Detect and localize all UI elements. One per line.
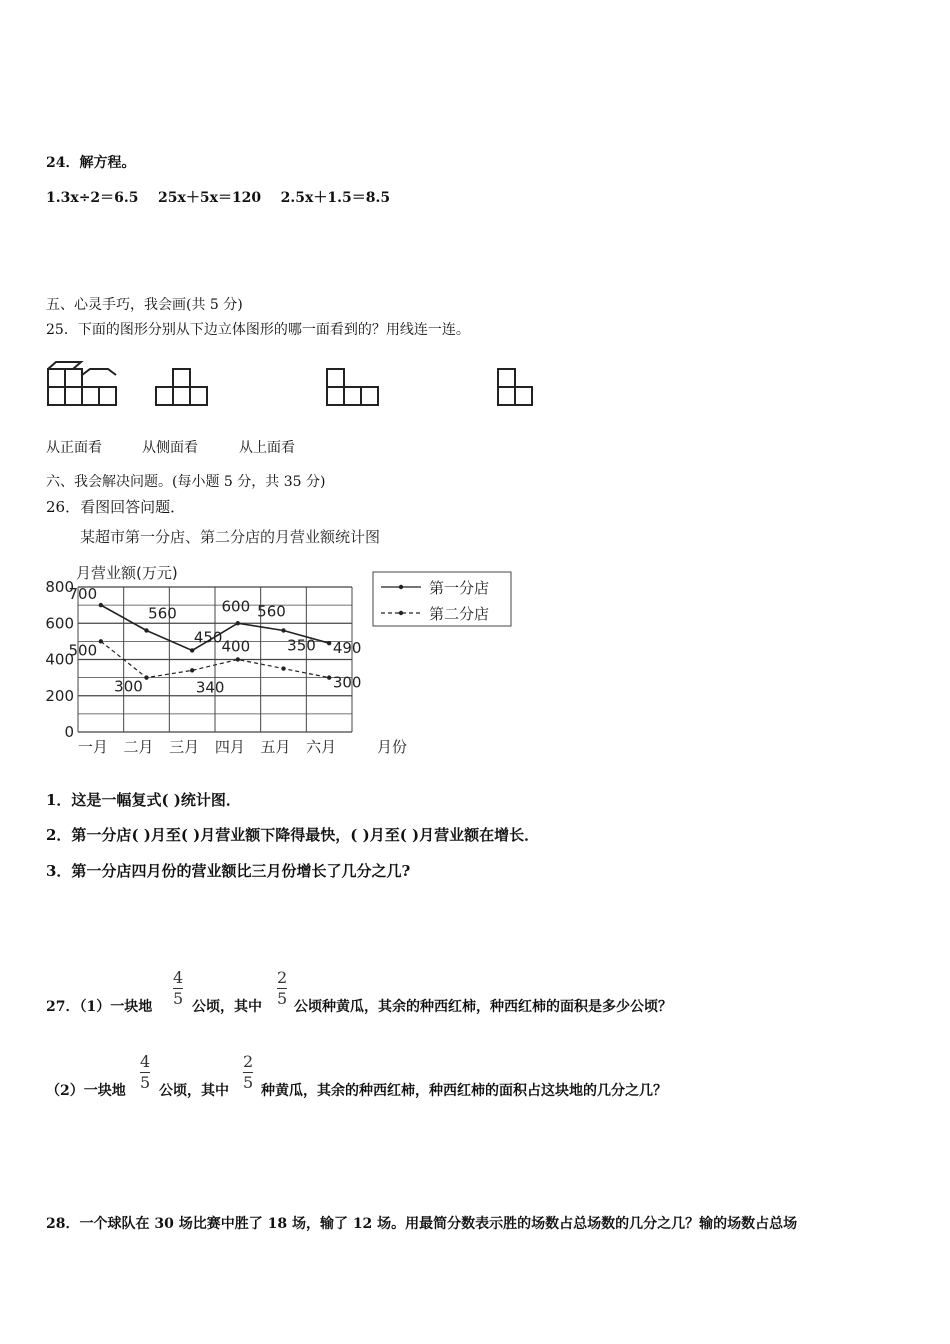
x-tick-label: 四月: [214, 738, 245, 756]
q27-p1-suffix: 公顷种黄瓜，其余的种西红柿，种西红柿的面积是多少公顷？: [294, 999, 672, 1015]
data-label: 560: [148, 604, 177, 623]
x-axis-label: 月份: [376, 738, 408, 756]
q26-sub2: 2．第一分店( )月至( )月营业额下降得最快，( )月至( )月营业额在增长．: [46, 826, 540, 844]
q27-p2-mid: 公顷，其中: [159, 1083, 229, 1099]
sales-line-chart: [40, 520, 520, 760]
q27-fraction-4-5-b: [140, 1053, 150, 1092]
data-point: [281, 666, 285, 670]
data-point: [99, 603, 103, 607]
q25-view-front: 从正面看: [46, 440, 102, 456]
q27-fraction-2-5: [277, 969, 287, 1008]
y-tick-label: 800: [45, 578, 74, 596]
q27-p2-prefix: （2）一块地: [46, 1083, 126, 1099]
x-tick-label: 五月: [260, 738, 291, 756]
q24-equations: 1.3x÷2＝6.5 25x＋5x＝120 2.5x＋1.5＝8.5: [46, 190, 391, 206]
legend-label: 第二分店: [429, 605, 490, 623]
solid-figure: [48, 362, 116, 405]
frac-denominator: 5: [140, 1073, 151, 1092]
data-point: [281, 628, 285, 632]
q26-sub1: 1．这是一幅复式( )统计图．: [46, 791, 241, 809]
view-c-shape: [498, 369, 532, 405]
q25-figures: [40, 345, 550, 420]
data-label: 350: [287, 636, 316, 655]
section6-title: 六、我会解决问题。(每小题 5 分，共 35 分): [46, 474, 326, 490]
frac-numerator: 4: [140, 1052, 151, 1071]
chart-title: 某超市第一分店、第二分店的月营业额统计图: [80, 528, 381, 546]
data-label: 400: [221, 637, 251, 656]
q24-title: 24．解方程。: [46, 155, 136, 171]
q25-view-top: 从上面看: [239, 440, 295, 456]
y-tick-label: 400: [45, 650, 74, 669]
q26-title: 26．看图回答问题．: [46, 498, 186, 516]
frac-numerator: 2: [277, 968, 288, 987]
q27-p1-prefix: 27．（1）一块地: [46, 999, 153, 1015]
data-label: 300: [114, 677, 143, 696]
frac-denominator: 5: [173, 989, 184, 1008]
chart-grid: [78, 587, 352, 732]
chart-ylabel: 月营业额(万元): [76, 564, 178, 582]
data-point: [190, 668, 194, 672]
data-point: [327, 641, 331, 645]
frac-denominator: 5: [243, 1073, 254, 1092]
legend-label: 第一分店: [429, 579, 490, 597]
data-point: [236, 657, 240, 661]
data-label: 700: [68, 585, 98, 604]
q26-sub3: 3．第一分店四月份的营业额比三月份增长了几分之几?: [46, 862, 411, 880]
data-label: 300: [332, 673, 362, 692]
data-point: [236, 621, 240, 625]
data-label: 560: [257, 602, 286, 621]
y-tick-label: 200: [45, 686, 74, 705]
y-tick-label: 0: [64, 723, 74, 741]
x-tick-label: 二月: [123, 738, 154, 756]
view-b-shape: [327, 369, 378, 405]
data-point: [327, 675, 331, 679]
chart-legend: [373, 572, 511, 626]
data-point: [144, 628, 148, 632]
x-tick-label: 六月: [306, 738, 337, 756]
q25-view-side: 从侧面看: [142, 440, 198, 456]
data-label: 490: [332, 639, 362, 658]
frac-denominator: 5: [277, 989, 288, 1008]
q27-fraction-2-5-b: [243, 1053, 253, 1092]
q27-fraction-4-5: [173, 969, 183, 1008]
data-point: [190, 648, 194, 652]
q27-p2-suffix: 种黄瓜，其余的种西红柿，种西红柿的面积占这块地的几分之几？: [261, 1083, 667, 1099]
data-label: 450: [193, 628, 223, 647]
legend-marker: [399, 611, 403, 615]
x-tick-label: 一月: [77, 738, 108, 756]
frac-numerator: 4: [173, 968, 184, 987]
x-tick-label: 三月: [169, 738, 200, 756]
q28-text: 28．一个球队在 30 场比赛中胜了 18 场，输了 12 场。用最简分数表示胜的场数占总场数的几分之几？输的场数占总场: [46, 1216, 798, 1232]
q27-p1-mid: 公顷，其中: [192, 999, 262, 1015]
view-a-shape: [156, 369, 207, 405]
data-label: 340: [195, 678, 225, 697]
data-label: 600: [221, 597, 251, 616]
section5-title: 五、心灵手巧，我会画(共 5 分): [46, 297, 243, 313]
frac-numerator: 2: [243, 1052, 254, 1071]
data-point: [99, 639, 103, 643]
legend-marker: [399, 585, 403, 589]
data-point: [144, 675, 148, 679]
data-label: 500: [68, 641, 98, 660]
q25-title: 25．下面的图形分别从下边立体图形的哪一面看到的？用线连一连。: [46, 322, 470, 338]
y-tick-label: 600: [45, 614, 74, 633]
